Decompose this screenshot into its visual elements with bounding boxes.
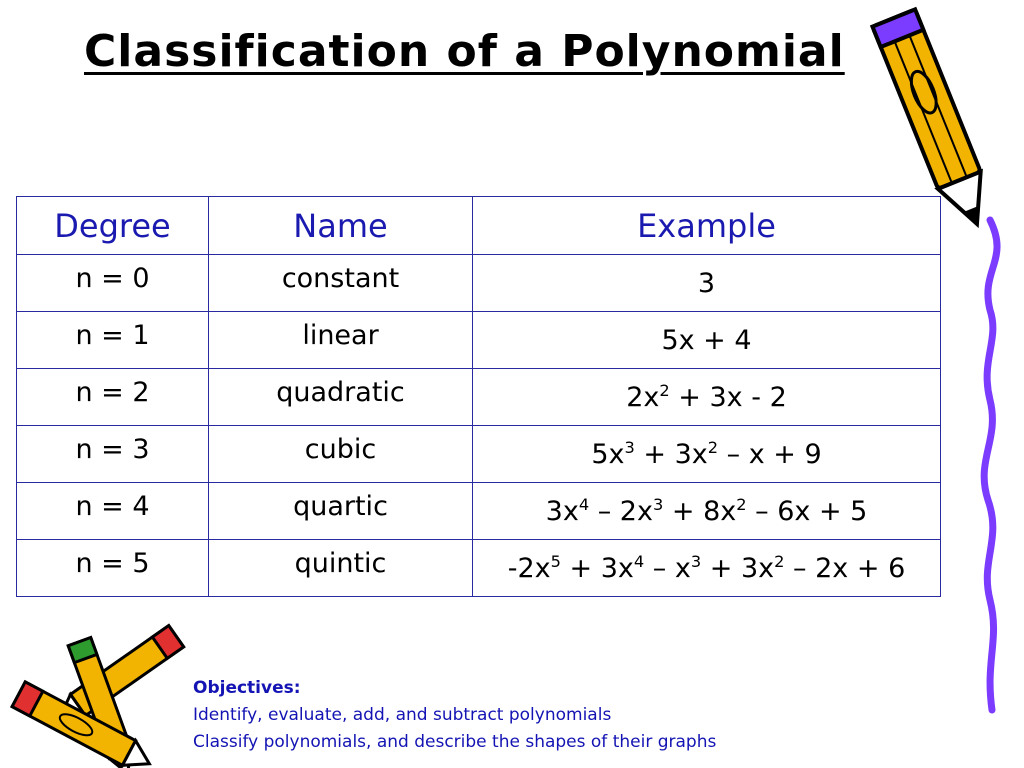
example-term: 3x bbox=[545, 495, 579, 527]
degree-value: n = 4 bbox=[75, 490, 150, 522]
example-term: – 2x bbox=[589, 495, 653, 527]
exponent: 2 bbox=[659, 380, 670, 400]
pencils-clipart-icon bbox=[0, 618, 200, 768]
example-cell bbox=[473, 312, 941, 369]
table-row bbox=[17, 312, 941, 369]
example-term: – 2x + 6 bbox=[784, 552, 906, 584]
exponent: 4 bbox=[578, 494, 590, 514]
header-name: Name bbox=[209, 197, 473, 255]
exponent: 2 bbox=[774, 551, 785, 571]
degree-value: n = 3 bbox=[75, 433, 150, 465]
slide-title: Classification of a Polynomial bbox=[84, 26, 845, 77]
header-degree: Degree bbox=[17, 197, 209, 255]
example-term: + 3x - 2 bbox=[669, 381, 787, 413]
objective-line: Identify, evaluate, add, and subtract polynomials bbox=[193, 705, 612, 725]
example-cell bbox=[473, 369, 941, 426]
objective-line: Classify polynomials, and describe the shapes of their graphs bbox=[193, 732, 717, 752]
degree-cell bbox=[17, 369, 209, 426]
name-cell bbox=[209, 369, 473, 426]
example-term: + 3x bbox=[634, 438, 708, 470]
header-example: Example bbox=[473, 197, 941, 255]
degree-cell bbox=[17, 483, 209, 540]
degree-value: n = 2 bbox=[75, 376, 150, 408]
exponent: 2 bbox=[707, 437, 719, 457]
polynomial-name: constant bbox=[281, 262, 400, 294]
polynomial-name: linear bbox=[302, 319, 379, 351]
name-cell bbox=[209, 312, 473, 369]
polynomial-name: cubic bbox=[304, 433, 377, 465]
example-term: – x bbox=[644, 552, 691, 584]
exponent: 3 bbox=[624, 437, 635, 457]
degree-cell bbox=[17, 255, 209, 312]
example-cell bbox=[473, 540, 941, 597]
degree-cell bbox=[17, 540, 209, 597]
degree-cell bbox=[17, 426, 209, 483]
example-term: 5x + 4 bbox=[661, 324, 752, 356]
table-row bbox=[17, 255, 941, 312]
example-term: – 6x + 5 bbox=[746, 495, 868, 527]
exponent: 4 bbox=[633, 551, 645, 571]
polynomial-name: quadratic bbox=[276, 376, 405, 408]
exponent: 2 bbox=[736, 494, 747, 514]
exponent: 3 bbox=[652, 494, 664, 514]
table-row bbox=[17, 540, 941, 597]
table-row bbox=[17, 369, 941, 426]
example-cell bbox=[473, 255, 941, 312]
example-term: 5x bbox=[591, 438, 625, 470]
polynomial-name: quartic bbox=[293, 490, 388, 522]
degree-value: n = 5 bbox=[75, 547, 150, 579]
exponent: 3 bbox=[690, 551, 702, 571]
example-term: + 3x bbox=[701, 552, 775, 584]
exponent: 5 bbox=[550, 551, 561, 571]
polynomial-name: quintic bbox=[294, 547, 387, 579]
polynomial-table bbox=[16, 196, 941, 597]
name-cell bbox=[209, 255, 473, 312]
example-cell bbox=[473, 483, 941, 540]
example-term: 3 bbox=[697, 267, 716, 299]
degree-cell bbox=[17, 312, 209, 369]
objectives-heading: Objectives: bbox=[193, 678, 301, 698]
example-term: + 8x bbox=[663, 495, 737, 527]
squiggle-line bbox=[960, 200, 1024, 730]
table-row bbox=[17, 426, 941, 483]
example-term: + 3x bbox=[560, 552, 634, 584]
name-cell bbox=[209, 540, 473, 597]
degree-value: n = 1 bbox=[75, 319, 150, 351]
name-cell bbox=[209, 483, 473, 540]
table-header-row bbox=[17, 197, 941, 255]
objectives-block bbox=[193, 675, 716, 756]
example-term: – x + 9 bbox=[718, 438, 822, 470]
example-term: -2x bbox=[507, 552, 551, 584]
degree-value: n = 0 bbox=[75, 262, 150, 294]
name-cell bbox=[209, 426, 473, 483]
example-cell bbox=[473, 426, 941, 483]
example-term: 2x bbox=[626, 381, 660, 413]
table-row bbox=[17, 483, 941, 540]
